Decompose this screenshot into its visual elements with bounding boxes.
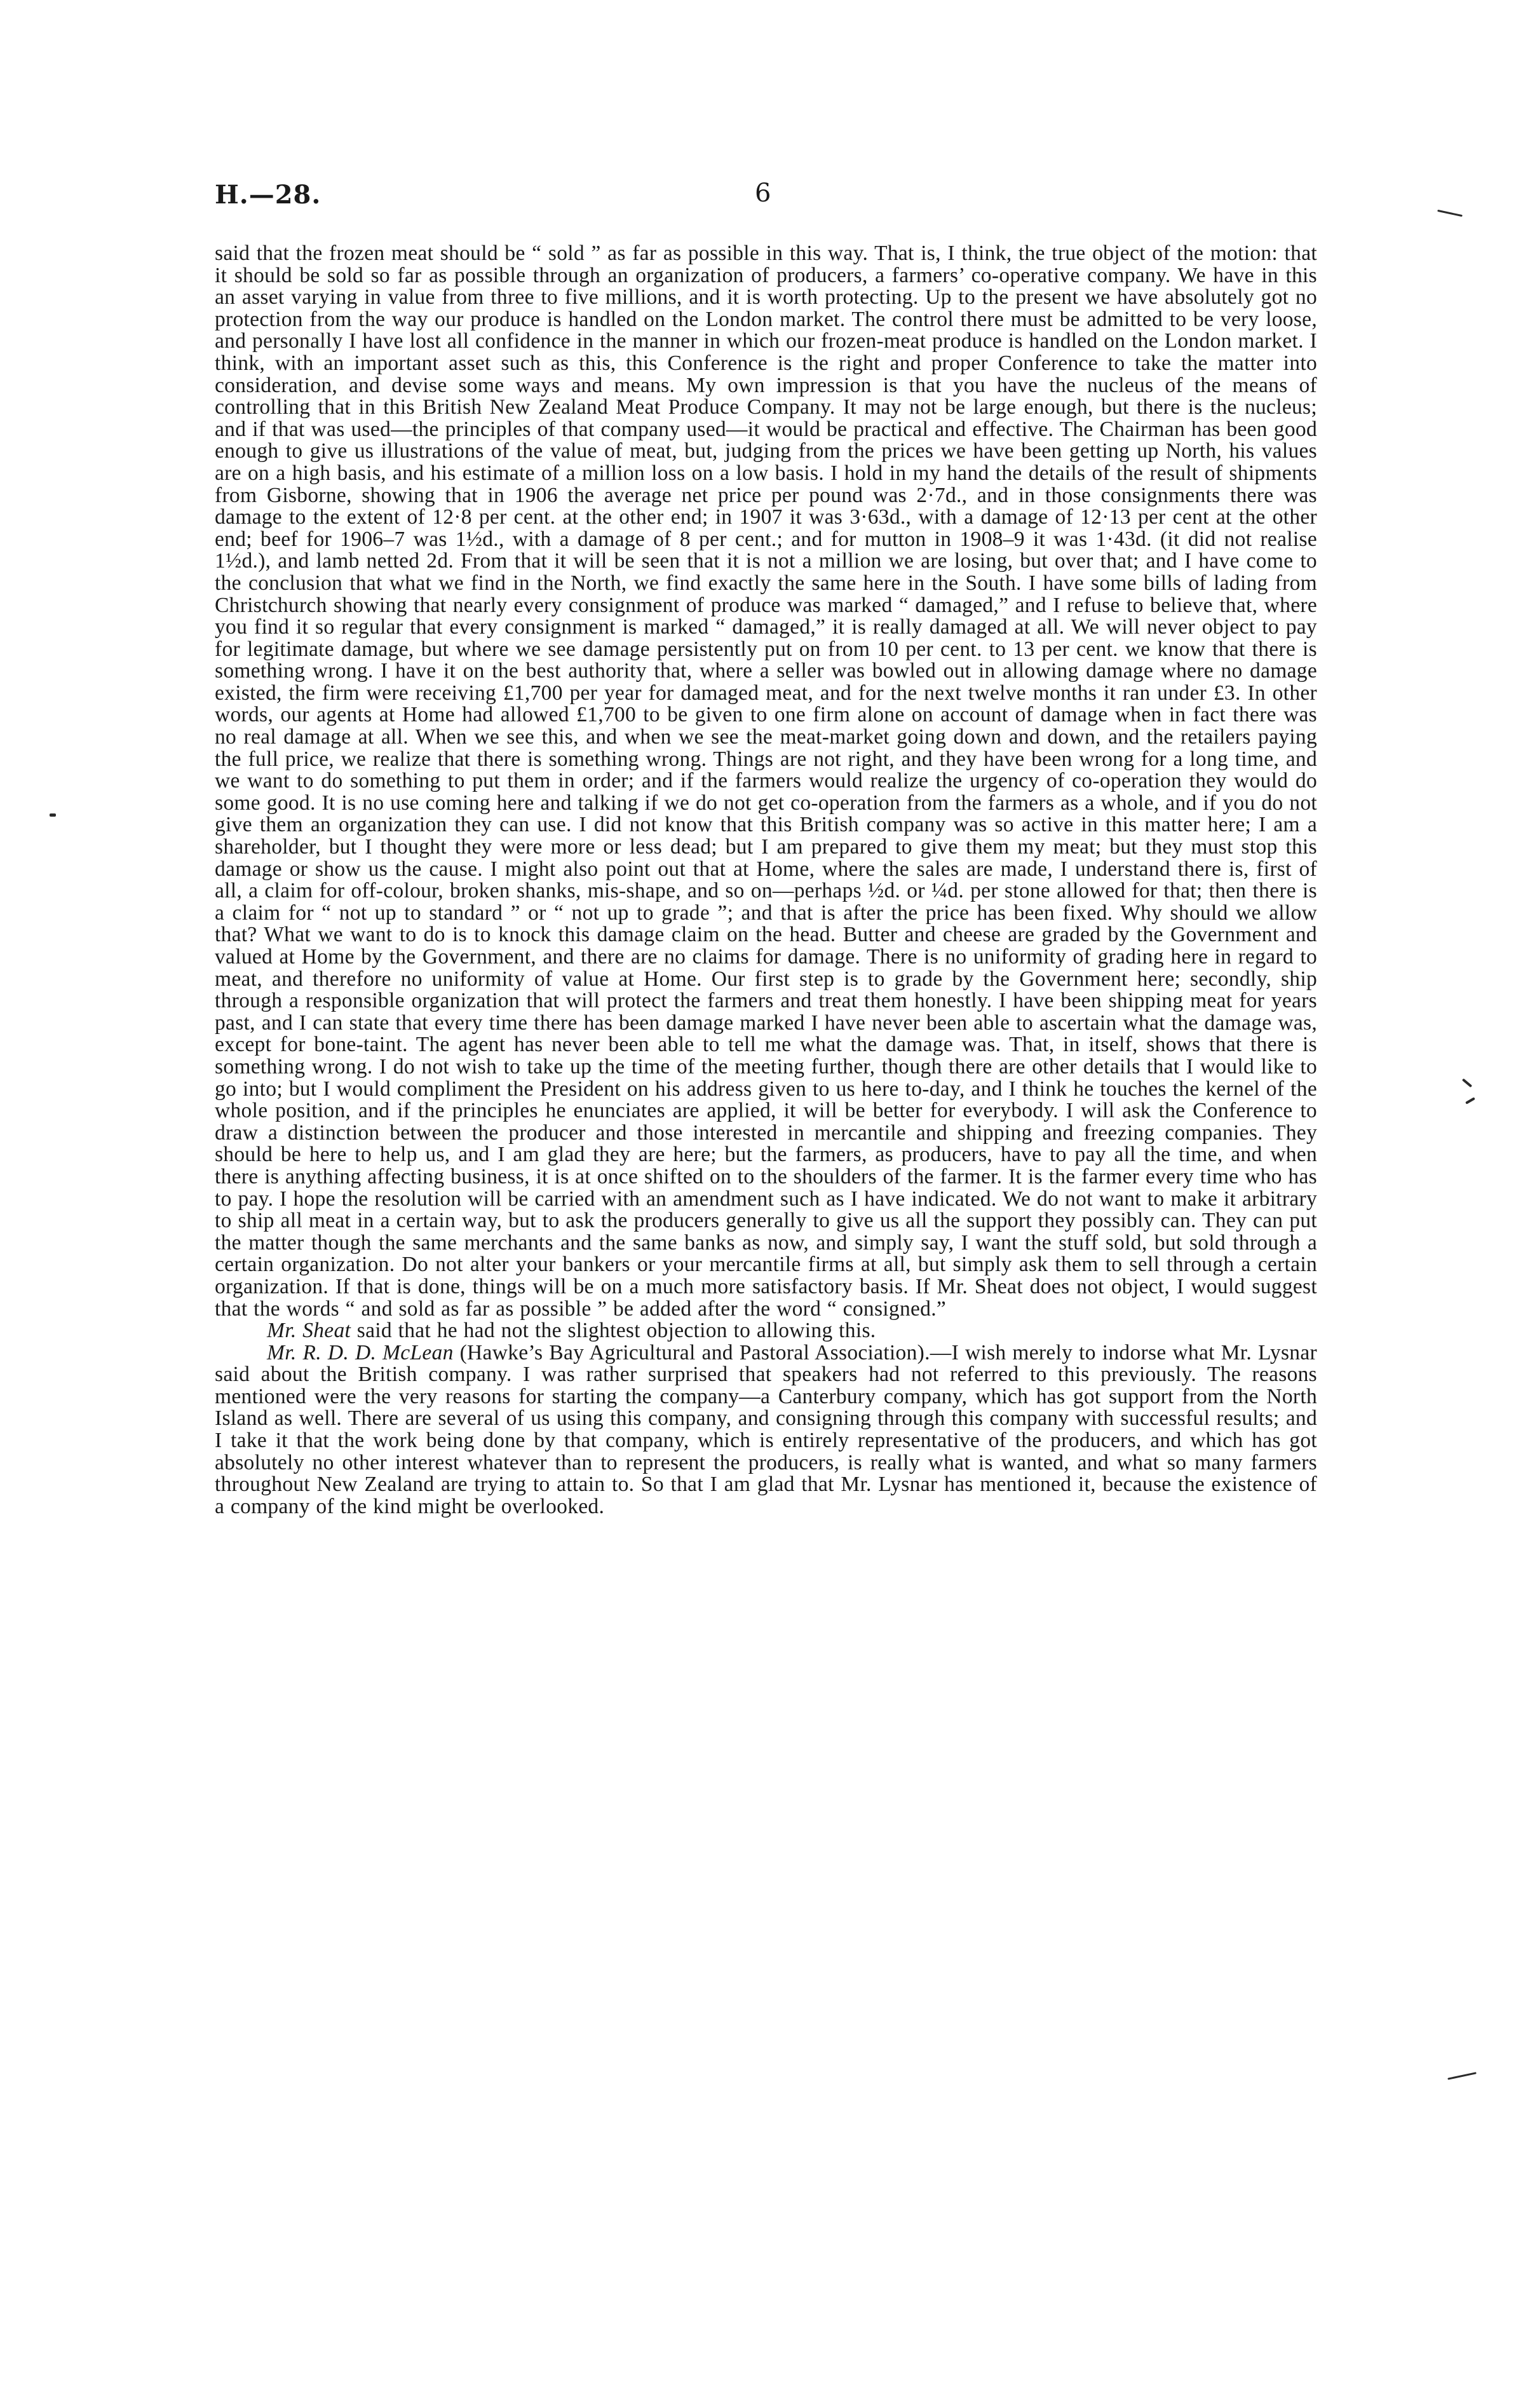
body-text bbox=[215, 243, 1317, 1518]
paragraph-mclean-speech bbox=[215, 1342, 1317, 1518]
margin-mark bbox=[1437, 210, 1463, 217]
paragraph-text: (Hawke’s Bay Agricultural and Pastoral Association).—I wish merely to indorse what Mr. Lysnar said about the British company. I was rather surprised that speakers had not referred to this previously. The reasons mentioned were the very reasons for starting the company—a Canterbury company, which has got support from the North Island as well. There are several of us using this company, and consigning through this company with successful results; and I take it that the work being done by that company, which is entirely representative of the producers, and which has got absolutely no other interest whatever than to represent the producers, is really what is wanted, and what so many farmers throughout New Zealand are trying to attain to. So that I am glad that Mr. Lysnar has mentioned it, because the existence of a company of the kind might be overlooked. bbox=[215, 1340, 1317, 1518]
paragraph-text: said that he had not the slightest objection to allowing this. bbox=[351, 1319, 876, 1343]
page-header bbox=[215, 180, 1317, 224]
speaker-name: Mr. R. D. D. McLean bbox=[267, 1340, 454, 1364]
document-reference: H.—28. bbox=[215, 180, 321, 210]
margin-mark bbox=[50, 813, 56, 817]
margin-mark bbox=[1465, 1097, 1475, 1104]
paragraph-sheat-reply bbox=[215, 1320, 1317, 1342]
margin-mark bbox=[1462, 1078, 1472, 1088]
paragraph-text: said that the frozen meat should be “ sold ” as far as possible in this way. That is, I think, the true object of the motion: that it should be sold so far as possible through an organization of producers, a farmers’ co-operative company. We have in this an asset varying in value from three to five millions, and it is worth protecting. Up to the present we have absolutely got no protection from the way our produce is handled on the London market. The control there must be admitted to be very loose, and personally I have lost all confidence in the manner in which our frozen-meat produce is handled on the London market. I think, with an important asset such as this, this Conference is the right and proper Conference to take the matter into consideration, and devise some ways and means. My own impression is that you have the nucleus of the means of controlling that in this British New Zealand Meat Produce Company. It may not be large enough, but there is the nucleus; and if that was used—the principles of that company used—it would be practical and effective. The Chairman has been good enough to give us illustrations of the value of meat, but, judging from the prices we have been getting up North, his values are on a high basis, and his estimate of a million loss on a low basis. I hold in my hand the details of the result of shipments from Gisborne, showing that in 1906 the average net price per pound was 2·7d., and in those consignments there was damage to the extent of 12·8 per cent. at the other end; in 1907 it was 3·63d., with a damage of 12·13 per cent at the other end; beef for 1906–7 was 1½d., with a damage of 8 per cent.; and for mutton in 1908–9 it was 1·43d. (it did not realise 1½d.), and lamb netted 2d. From that it will be seen that it is not a million we are losing, but over that; and I have come to the conclusion that what we find in the North, we find exactly the same here in the South. I have some bills of lading from Christchurch showing that nearly every consignment of produce was marked “ damaged,” and I refuse to believe that, where you find it so regular that every consignment is marked “ damaged,” it is really damaged at all. We will never object to pay for legitimate damage, but where we see damage persistently put on from 10 per cent. to 13 per cent. we know that there is something wrong. I have it on the best authority that, where a seller was bowled out in allowing damage where no damage existed, the firm were receiving £1,700 per year for damaged meat, and for the next twelve months it ran under £3. In other words, our agents at Home had allowed £1,700 to be given to one firm alone on account of damage when in fact there was no real damage at all. When we see this, and when we see the meat-market going down and down, and the retailers paying the full price, we realize that there is something wrong. Things are not right, and they have been wrong for a long time, and we want to do something to put them in order; and if the farmers would realize the urgency of co-operation they would do some good. It is no use coming here and talking if we do not get co-operation from the farmers as a whole, and if you do not give them an organization they can use. I did not know that this British company was so active in this matter here; I am a shareholder, but I thought they were more or less dead; but I am prepared to give them my meat; but they must stop this damage or show us the cause. I might also point out that at Home, where the sales are made, I understand there is, first of all, a claim for off-colour, broken shanks, mis-shape, and so on—perhaps ½d. or ¼d. per stone allowed for that; then there is a claim for “ not up to standard ” or “ not up to grade ”; and that is after the price has been fixed. Why should we allow that? What we want to do is to knock this damage claim on the head. Butter and cheese are graded by the Government and valued at Home by the Government, and there are no claims for damage. There is no uniformity of grading here in regard to meat, and therefore no uniformity of value at Home. Our first step is to grade by the Government here; secondly, ship through a responsible organization that will protect the farmers and treat them honestly. I have been shipping meat for years past, and I can state that every time there has been damage marked I have never been able to ascertain what the damage was, except for bone-taint. The agent has never been able to tell me what the damage was. That, in itself, shows that there is something wrong. I do not wish to take up the time of the meeting further, though there are other details that I would like to go into; but I would compliment the President on his address given to us here to-day, and I think he touches the kernel of the whole position, and if the principles he enunciates are applied, it will be better for everybody. I will ask the Conference to draw a distinction between the producer and those interested in mercantile and shipping and freezing companies. They should be here to help us, and I am glad they are here; but the farmers, as producers, have to pay all the time, and when there is anything affecting business, it is at once shifted on to the shoulders of the farmer. It is the farmer every time who has to pay. I hope the resolution will be carried with an amendment such as I have indicated. We do not want to make it arbitrary to ship all meat in a certain way, but to ask the producers generally to give us all the support they possibly can. They can put the matter though the same merchants and the same banks as now, and simply say, I want the stuff sold, but sold through a certain organization. Do not alter your bankers or your mercantile firms at all, but simply ask them to sell through a certain organization. If that is done, things will be on a much more satisfactory basis. If Mr. Sheat does not object, I would suggest that the words “ and sold as far as possible ” be added after the word “ consigned.” bbox=[215, 241, 1317, 1321]
speaker-name: Mr. Sheat bbox=[267, 1319, 351, 1343]
page-number: 6 bbox=[755, 179, 771, 208]
margin-mark bbox=[1447, 2072, 1477, 2079]
paragraph-lysnar-speech bbox=[215, 243, 1317, 1320]
